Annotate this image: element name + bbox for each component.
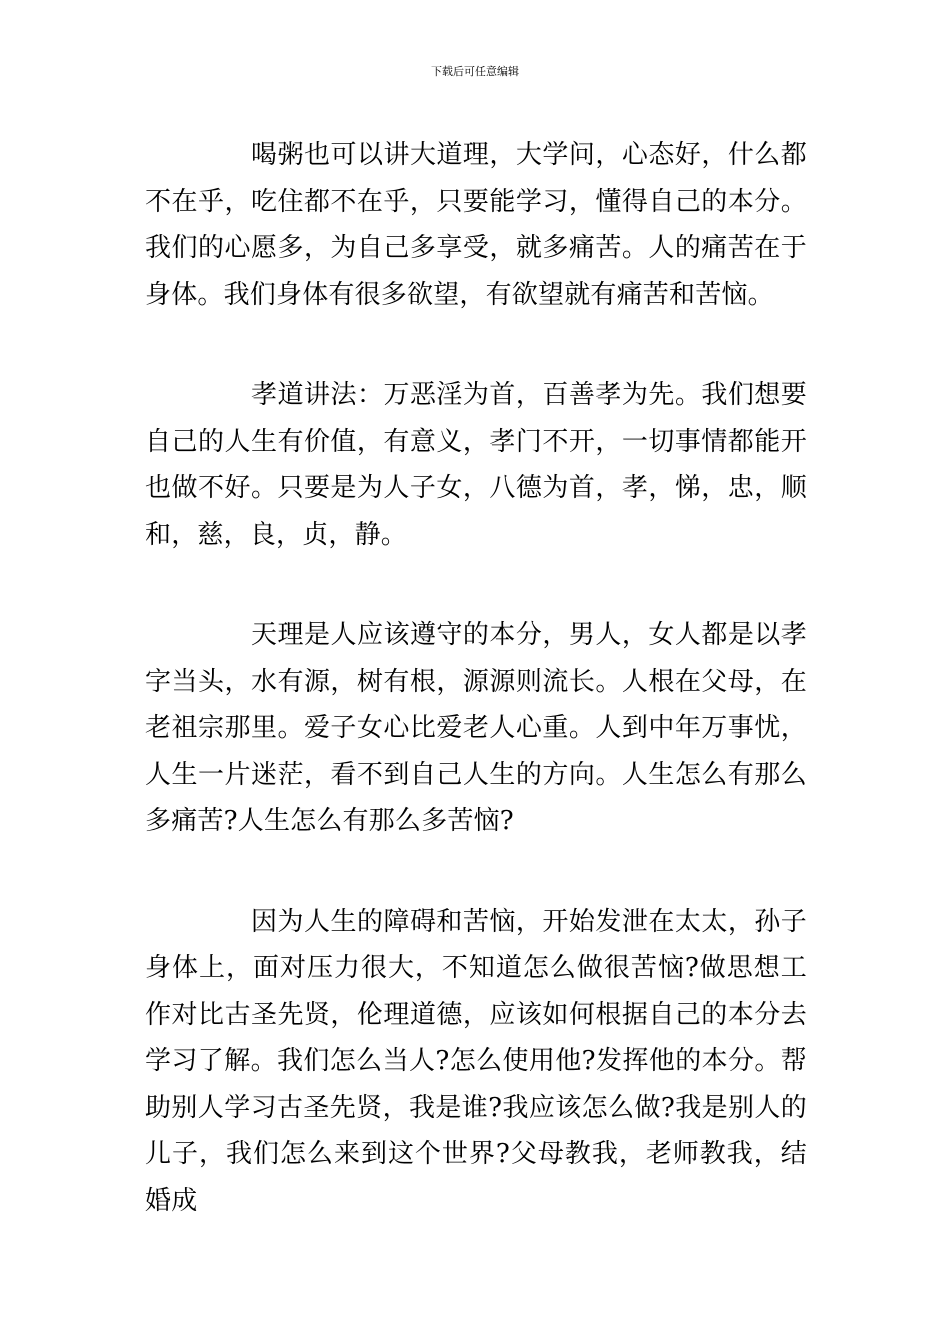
paragraph: 因为人生的障碍和苦恼，开始发泄在太太，孙子身体上，面对压力很大，不知道怎么做很苦恼?做思想工作对比古圣先贤，伦理道德，应该如何根据自己的本分去学习了解。我们怎么当人?怎么使用他?发挥他的本分。帮助别人学习古圣先贤，我是谁?我应该怎么做?我是别人的儿子，我们怎么来到这个世界?父母教我，老师教我，结婚成 [145, 906, 807, 1216]
paragraph: 天理是人应该遵守的本分，男人，女人都是以孝字当头，水有源，树有根，源源则流长。人根在父母，在老祖宗那里。爱子女心比爱老人心重。人到中年万事忧，人生一片迷茫，看不到自己人生的方向。人生怎么有那么多痛苦?人生怎么有那么多苦恼? [145, 620, 807, 836]
header-note: 下载后可任意编辑 [431, 65, 519, 78]
paragraph: 孝道讲法：万恶淫为首，百善孝为先。我们想要自己的人生有价值，有意义，孝门不开，一切事情都能开也做不好。只要是为人子女，八德为首，孝，悌，忠，顺和，慈，良，贞，静。 [145, 380, 807, 550]
paragraph: 喝粥也可以讲大道理，大学问，心态好，什么都不在乎，吃住都不在乎，只要能学习，懂得自己的本分。我们的心愿多，为自己多享受，就多痛苦。人的痛苦在于身体。我们身体有很多欲望，有欲望就有痛苦和苦恼。 [145, 140, 807, 310]
document-body [145, 132, 807, 1224]
